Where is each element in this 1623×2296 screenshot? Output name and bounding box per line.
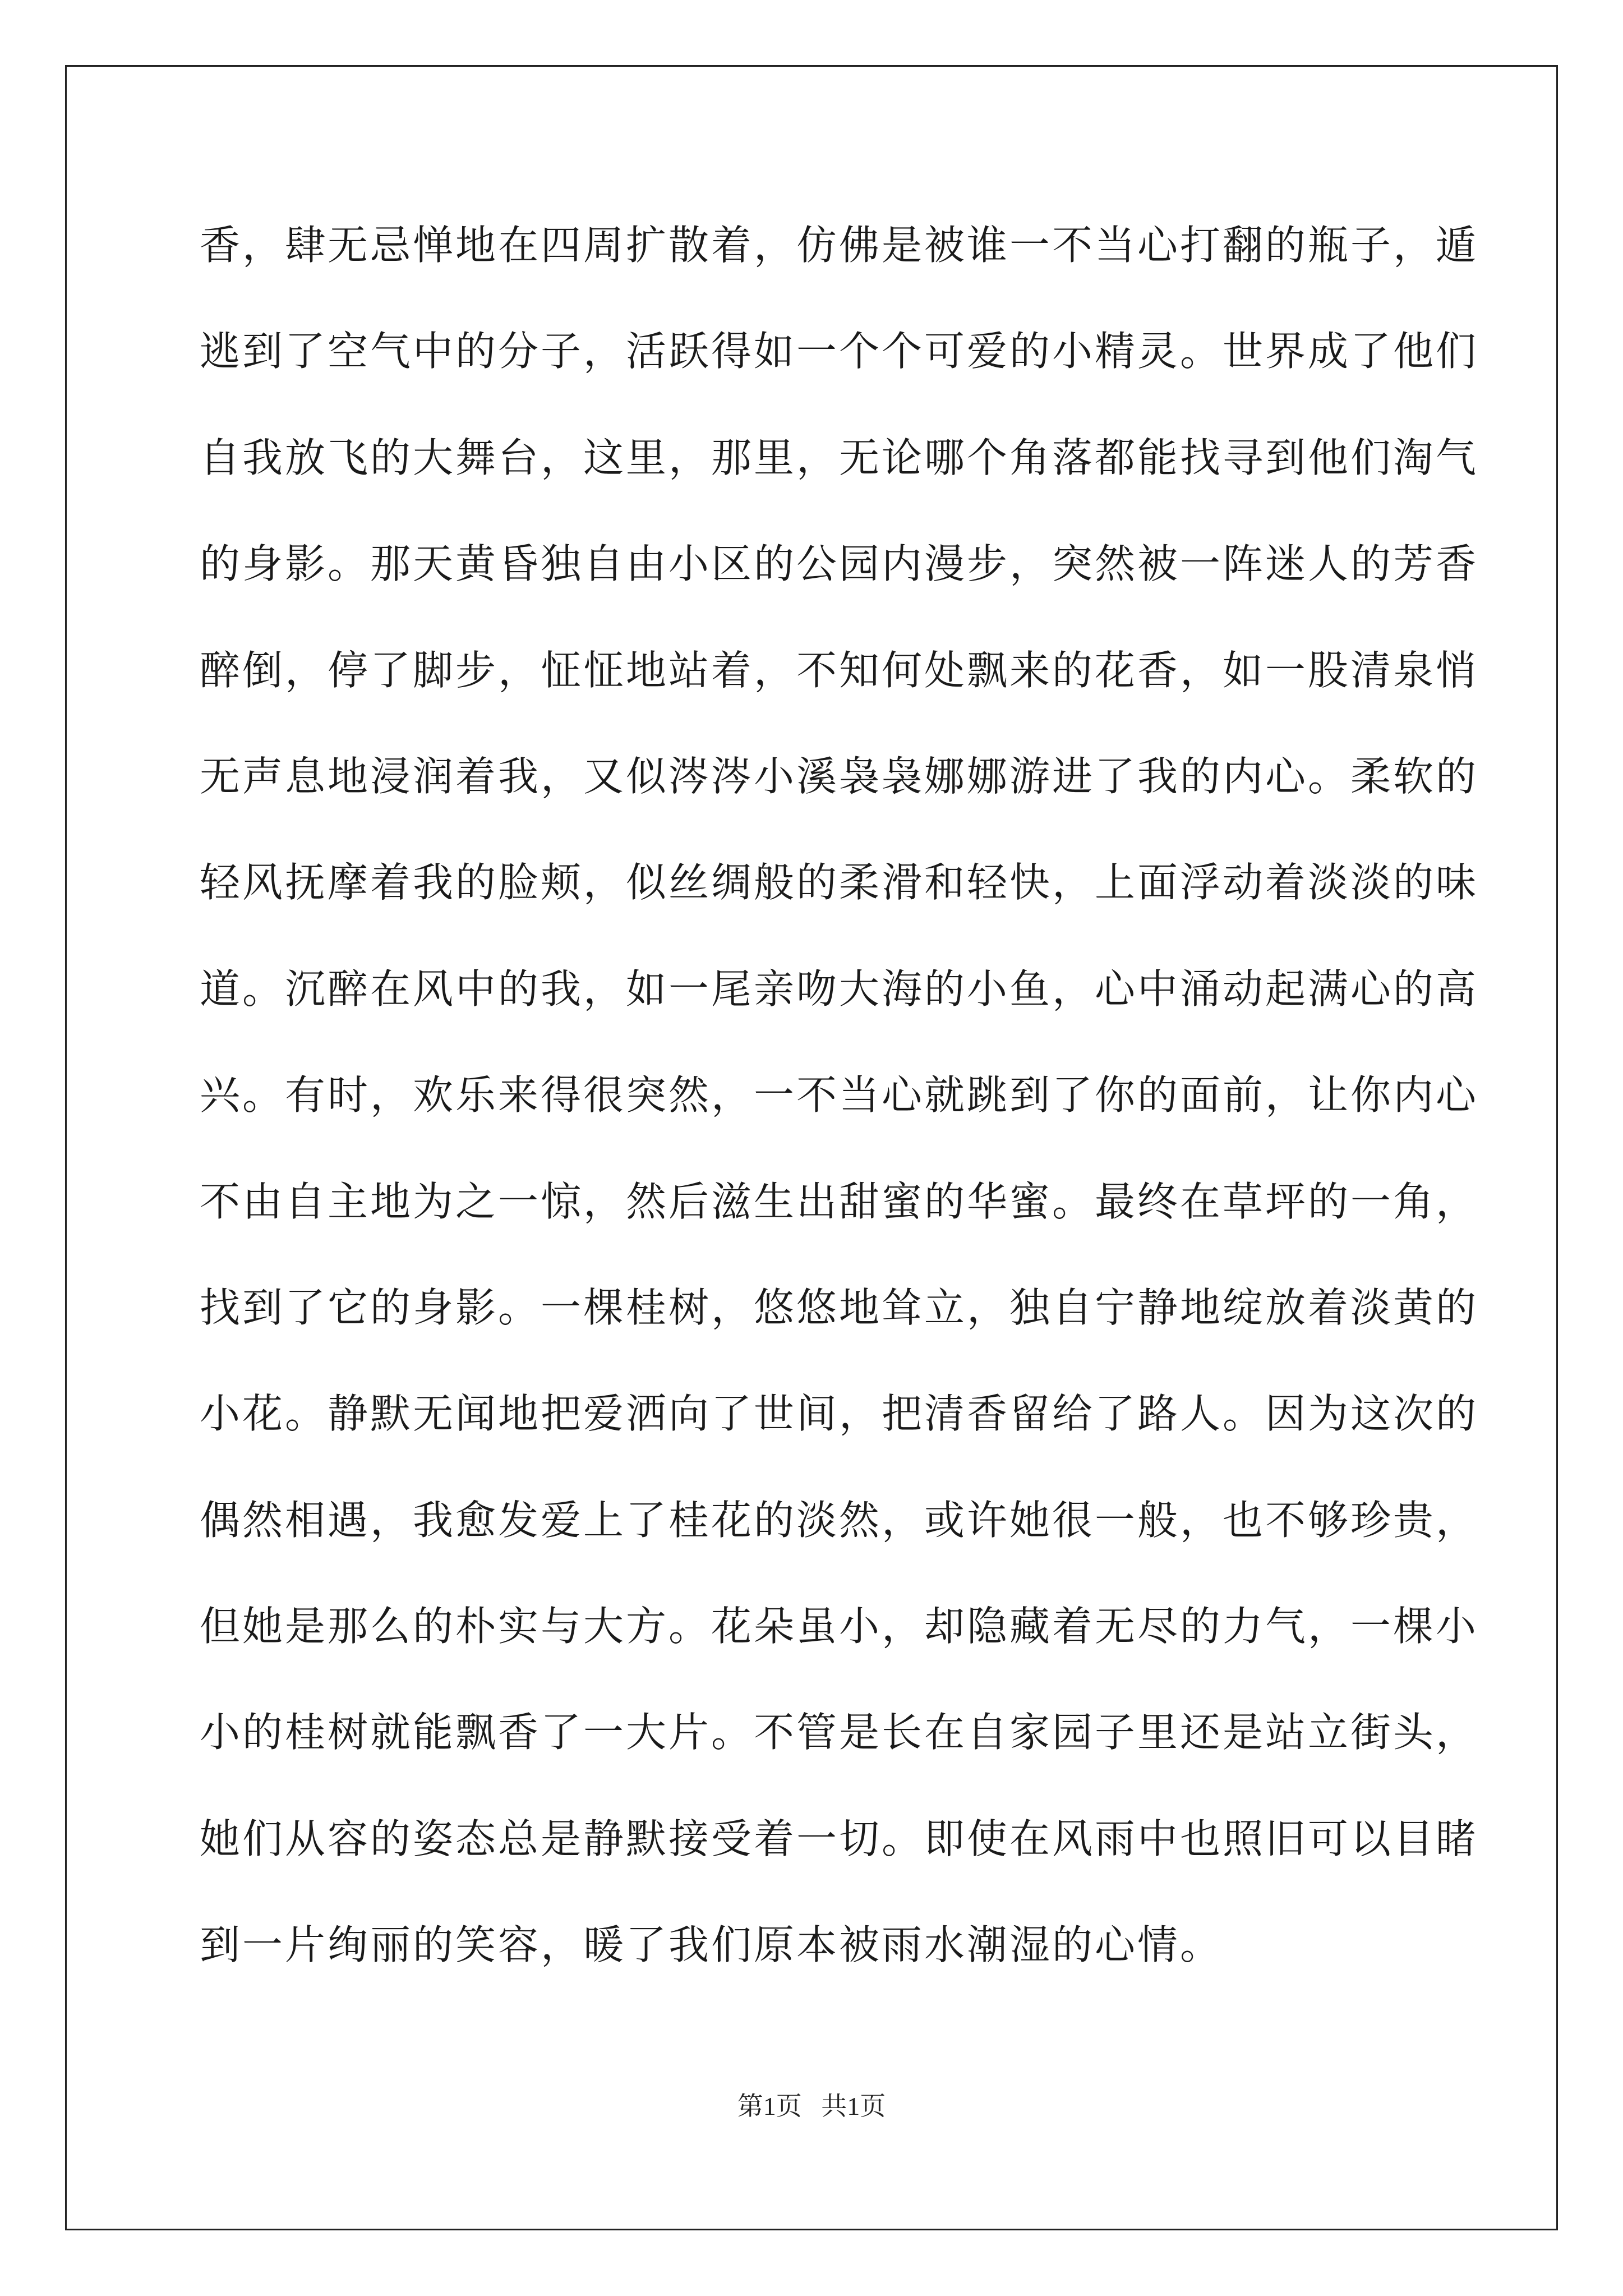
text-line: 兴。有时，欢乐来得很突然，一不当心就跳到了你的面前，让你内心	[200, 1071, 1479, 1119]
text-line: 轻风抚摩着我的脸颊，似丝绸般的柔滑和轻快，上面浮动着淡淡的味	[200, 859, 1479, 907]
text-line-last: 到一片绚丽的笑容，暖了我们原本被雨水潮湿的心情。	[200, 1921, 1223, 1969]
text-line: 但她是那么的朴实与大方。花朵虽小，却隐藏着无尽的力气，一棵小	[200, 1603, 1479, 1650]
text-line: 的身影。那天黄昏独自由小区的公园内漫步，突然被一阵迷人的芳香	[200, 540, 1479, 588]
document-body	[200, 211, 1479, 2018]
text-line: 小的桂树就能飘香了一大片。不管是长在自家园子里还是站立街头，	[200, 1709, 1479, 1756]
text-line: 小花。静默无闻地把爱洒向了世间，把清香留给了路人。因为这次的	[200, 1390, 1479, 1438]
page-total: 共1页	[821, 2092, 886, 2120]
text-line: 不由自主地为之一惊，然后滋生出甜蜜的华蜜。最终在草坪的一角，	[200, 1177, 1479, 1225]
text-line: 逃到了空气中的分子，活跃得如一个个可爱的小精灵。世界成了他们	[200, 328, 1479, 375]
text-line: 找到了它的身影。一棵桂树，悠悠地耸立，独自宁静地绽放着淡黄的	[200, 1283, 1479, 1331]
text-line: 无声息地浸润着我，又似涔涔小溪袅袅娜娜游进了我的内心。柔软的	[200, 752, 1479, 800]
page-footer	[0, 2090, 1623, 2123]
text-line: 偶然相遇，我愈发爱上了桂花的淡然，或许她很一般，也不够珍贵，	[200, 1496, 1479, 1544]
text-line: 香，肆无忌惮地在四周扩散着，仿佛是被谁一不当心打翻的瓶子，遁	[200, 222, 1479, 269]
text-line: 道。沉醉在风中的我，如一尾亲吻大海的小鱼，心中涌动起满心的高	[200, 965, 1479, 1013]
page-number: 第1页	[737, 2092, 802, 2120]
text-line: 自我放飞的大舞台，这里，那里，无论哪个角落都能找寻到他们淘气	[200, 434, 1479, 481]
text-line: 醉倒，停了脚步，怔怔地站着，不知何处飘来的花香，如一股清泉悄	[200, 646, 1479, 694]
text-line: 她们从容的姿态总是静默接受着一切。即使在风雨中也照旧可以目睹	[200, 1815, 1479, 1862]
